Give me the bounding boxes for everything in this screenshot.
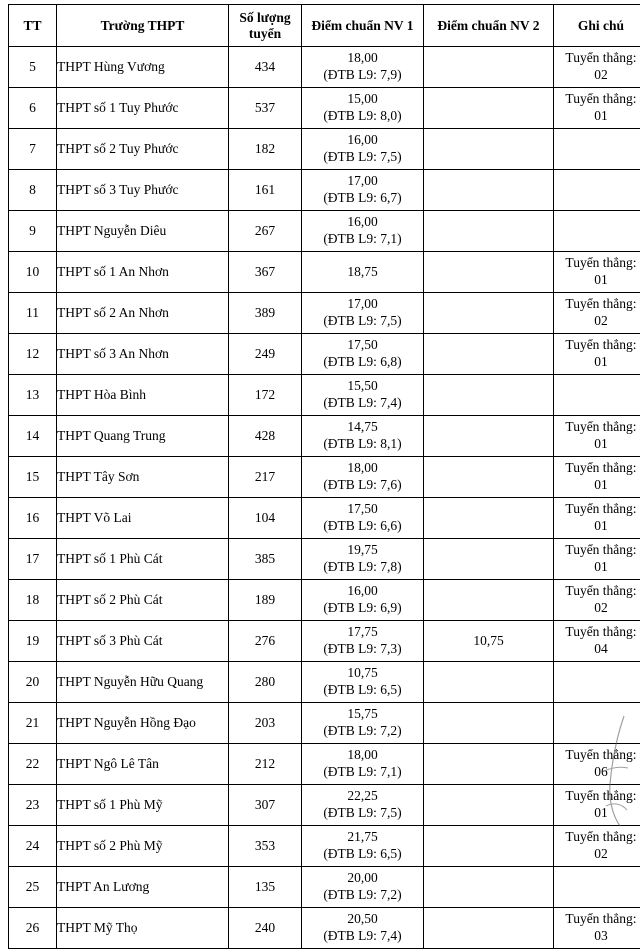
header-row [9,5,640,47]
cell-quota: 172 [229,375,302,416]
cell-order-number: 10 [9,252,57,293]
cell-note [554,826,640,867]
cell-nv2-score [424,744,554,785]
cell-note [554,211,640,252]
table-row [9,88,640,129]
cell-order-number: 5 [9,47,57,88]
cell-nv2-score [424,129,554,170]
cell-school-name: THPT Nguyễn Hồng Đạo [57,703,229,744]
nv1-score-value: 17,50 [302,501,423,518]
cell-quota: 280 [229,662,302,703]
cell-nv2-score [424,498,554,539]
note-count: 02 [554,313,640,330]
table-row [9,826,640,867]
note-label: Tuyển thẳng: [554,747,640,764]
cell-order-number: 19 [9,621,57,662]
cell-quota: 276 [229,621,302,662]
cell-quota: 385 [229,539,302,580]
cell-nv1-score [302,129,424,170]
nv1-average-grade: (ĐTB L9: 7,8) [302,559,423,576]
table-row [9,867,640,908]
nv1-score-value: 10,75 [302,665,423,682]
cell-quota: 367 [229,252,302,293]
cell-note [554,867,640,908]
cell-note [554,498,640,539]
cell-nv1-score [302,662,424,703]
cell-quota: 389 [229,293,302,334]
cell-note [554,375,640,416]
table-row [9,908,640,949]
cell-order-number: 25 [9,867,57,908]
cell-nv2-score [424,375,554,416]
cell-nv1-score [302,211,424,252]
cell-order-number: 20 [9,662,57,703]
cell-nv1-score [302,826,424,867]
cell-nv1-score [302,252,424,293]
nv1-average-grade: (ĐTB L9: 6,6) [302,518,423,535]
table-header [9,5,640,47]
cell-order-number: 14 [9,416,57,457]
cell-quota: 104 [229,498,302,539]
cell-note [554,785,640,826]
nv1-score-value: 17,75 [302,624,423,641]
nv1-score-value: 18,00 [302,460,423,477]
note-label: Tuyển thẳng: [554,419,640,436]
table-row [9,375,640,416]
cell-nv1-score [302,457,424,498]
cell-nv2-score [424,785,554,826]
cell-nv1-score [302,293,424,334]
cell-nv2-score [424,826,554,867]
cell-note [554,908,640,949]
cell-order-number: 7 [9,129,57,170]
cell-order-number: 15 [9,457,57,498]
cell-school-name: THPT Võ Lai [57,498,229,539]
cell-order-number: 24 [9,826,57,867]
cell-note [554,539,640,580]
header-tt: TT [9,5,57,47]
nv1-average-grade: (ĐTB L9: 6,8) [302,354,423,371]
cell-school-name: THPT số 1 An Nhơn [57,252,229,293]
nv1-score-value: 14,75 [302,419,423,436]
nv1-average-grade: (ĐTB L9: 7,2) [302,723,423,740]
note-count: 01 [554,354,640,371]
nv1-score-value: 18,75 [302,264,423,281]
nv1-average-grade: (ĐTB L9: 8,0) [302,108,423,125]
header-quota-line2: tuyển [231,26,299,42]
cell-quota: 161 [229,170,302,211]
note-label: Tuyển thẳng: [554,501,640,518]
cell-order-number: 22 [9,744,57,785]
nv1-score-value: 20,00 [302,870,423,887]
cell-order-number: 16 [9,498,57,539]
nv1-average-grade: (ĐTB L9: 7,9) [302,67,423,84]
table-row [9,293,640,334]
note-label: Tuyển thẳng: [554,460,640,477]
note-count: 02 [554,600,640,617]
cell-note [554,47,640,88]
nv1-score-value: 20,50 [302,911,423,928]
cell-school-name: THPT số 1 Phù Mỹ [57,785,229,826]
header-note: Ghi chú [554,5,640,47]
nv1-average-grade: (ĐTB L9: 6,5) [302,682,423,699]
note-count: 01 [554,272,640,289]
nv1-score-value: 18,00 [302,50,423,67]
cell-nv1-score [302,703,424,744]
cell-quota: 189 [229,580,302,621]
cell-order-number: 26 [9,908,57,949]
cell-nv2-score [424,170,554,211]
cell-nv1-score [302,334,424,375]
table-row [9,170,640,211]
nv1-score-value: 15,50 [302,378,423,395]
nv1-score-value: 19,75 [302,542,423,559]
header-nv1: Điểm chuẩn NV 1 [302,5,424,47]
cell-nv2-score [424,293,554,334]
table-row [9,47,640,88]
cell-quota: 203 [229,703,302,744]
cell-nv1-score [302,580,424,621]
note-count: 01 [554,805,640,822]
note-count: 03 [554,928,640,945]
nv1-average-grade: (ĐTB L9: 6,7) [302,190,423,207]
cell-quota: 428 [229,416,302,457]
cell-nv1-score [302,539,424,580]
cell-quota: 240 [229,908,302,949]
header-nv2: Điểm chuẩn NV 2 [424,5,554,47]
cell-nv1-score [302,908,424,949]
table-row [9,621,640,662]
cell-order-number: 8 [9,170,57,211]
cell-nv1-score [302,867,424,908]
nv1-average-grade: (ĐTB L9: 8,1) [302,436,423,453]
cell-note [554,621,640,662]
cell-nv2-score: 10,75 [424,621,554,662]
cell-nv1-score [302,88,424,129]
cell-note [554,293,640,334]
cell-note [554,170,640,211]
table-row [9,744,640,785]
cell-order-number: 21 [9,703,57,744]
cell-school-name: THPT số 1 Phù Cát [57,539,229,580]
cell-order-number: 11 [9,293,57,334]
cell-nv1-score [302,498,424,539]
cell-nv2-score [424,867,554,908]
note-count: 01 [554,559,640,576]
note-count: 01 [554,436,640,453]
note-label: Tuyển thẳng: [554,50,640,67]
note-label: Tuyển thẳng: [554,91,640,108]
note-count: 01 [554,108,640,125]
cell-order-number: 13 [9,375,57,416]
cell-school-name: THPT số 2 Phù Mỹ [57,826,229,867]
cell-note [554,129,640,170]
note-count: 01 [554,518,640,535]
cell-school-name: THPT số 2 An Nhơn [57,293,229,334]
table-row [9,252,640,293]
note-count: 06 [554,764,640,781]
cell-school-name: THPT Quang Trung [57,416,229,457]
note-label: Tuyển thẳng: [554,337,640,354]
table-row [9,539,640,580]
cell-note [554,334,640,375]
cell-nv2-score [424,47,554,88]
table-row [9,580,640,621]
cell-nv2-score [424,908,554,949]
nv1-average-grade: (ĐTB L9: 7,4) [302,928,423,945]
note-label: Tuyển thẳng: [554,296,640,313]
cell-quota: 434 [229,47,302,88]
cell-nv2-score [424,252,554,293]
cell-quota: 537 [229,88,302,129]
cell-order-number: 17 [9,539,57,580]
nv1-score-value: 15,00 [302,91,423,108]
note-count: 04 [554,641,640,658]
cell-quota: 217 [229,457,302,498]
cell-quota: 135 [229,867,302,908]
nv1-score-value: 17,00 [302,173,423,190]
nv1-average-grade: (ĐTB L9: 7,4) [302,395,423,412]
cell-quota: 212 [229,744,302,785]
cell-school-name: THPT Nguyễn Hữu Quang [57,662,229,703]
cell-school-name: THPT số 1 Tuy Phước [57,88,229,129]
cell-school-name: THPT Ngô Lê Tân [57,744,229,785]
cell-school-name: THPT Mỹ Thọ [57,908,229,949]
cell-nv2-score [424,703,554,744]
cell-school-name: THPT số 3 Tuy Phước [57,170,229,211]
nv1-score-value: 21,75 [302,829,423,846]
note-count: 02 [554,846,640,863]
nv1-score-value: 16,00 [302,132,423,149]
note-label: Tuyển thẳng: [554,911,640,928]
cell-school-name: THPT số 2 Tuy Phước [57,129,229,170]
nv1-score-value: 17,00 [302,296,423,313]
nv1-average-grade: (ĐTB L9: 7,5) [302,149,423,166]
header-school: Trường THPT [57,5,229,47]
note-label: Tuyển thẳng: [554,788,640,805]
cell-nv1-score [302,785,424,826]
cell-note [554,88,640,129]
cell-order-number: 12 [9,334,57,375]
table-row [9,703,640,744]
cell-nv1-score [302,375,424,416]
cell-quota: 307 [229,785,302,826]
nv1-average-grade: (ĐTB L9: 6,5) [302,846,423,863]
table-row [9,416,640,457]
table-body [9,47,640,949]
table-row [9,662,640,703]
cell-quota: 267 [229,211,302,252]
cell-nv2-score [424,539,554,580]
header-quota [229,5,302,47]
table-row [9,785,640,826]
nv1-average-grade: (ĐTB L9: 7,6) [302,477,423,494]
nv1-score-value: 22,25 [302,788,423,805]
cell-nv2-score [424,457,554,498]
cell-nv1-score [302,621,424,662]
table-row [9,457,640,498]
cell-nv2-score [424,580,554,621]
cell-note [554,457,640,498]
nv1-average-grade: (ĐTB L9: 7,5) [302,805,423,822]
nv1-score-value: 18,00 [302,747,423,764]
cell-nv2-score [424,88,554,129]
nv1-average-grade: (ĐTB L9: 7,1) [302,764,423,781]
cell-school-name: THPT An Lương [57,867,229,908]
cell-order-number: 9 [9,211,57,252]
cell-school-name: THPT Nguyễn Diêu [57,211,229,252]
cell-nv2-score [424,416,554,457]
cell-school-name: THPT Hùng Vương [57,47,229,88]
note-count: 02 [554,67,640,84]
cell-school-name: THPT số 3 Phù Cát [57,621,229,662]
table-row [9,211,640,252]
cell-order-number: 6 [9,88,57,129]
cell-quota: 353 [229,826,302,867]
cell-school-name: THPT Hòa Bình [57,375,229,416]
cell-nv1-score [302,170,424,211]
cell-nv1-score [302,416,424,457]
cell-nv1-score [302,744,424,785]
note-label: Tuyển thẳng: [554,829,640,846]
header-quota-line1: Số lượng [231,10,299,26]
nv1-average-grade: (ĐTB L9: 7,1) [302,231,423,248]
cell-school-name: THPT Tây Sơn [57,457,229,498]
cell-school-name: THPT số 3 An Nhơn [57,334,229,375]
cell-note [554,580,640,621]
cell-nv2-score [424,662,554,703]
nv1-average-grade: (ĐTB L9: 6,9) [302,600,423,617]
cell-nv1-score [302,47,424,88]
table-row [9,334,640,375]
cell-quota: 249 [229,334,302,375]
nv1-average-grade: (ĐTB L9: 7,5) [302,313,423,330]
cell-order-number: 23 [9,785,57,826]
nv1-score-value: 16,00 [302,583,423,600]
cell-note [554,662,640,703]
cell-school-name: THPT số 2 Phù Cát [57,580,229,621]
table-row [9,498,640,539]
cell-note [554,416,640,457]
cell-nv2-score [424,211,554,252]
cell-note [554,252,640,293]
table-row [9,129,640,170]
note-label: Tuyển thẳng: [554,542,640,559]
nv1-score-value: 15,75 [302,706,423,723]
note-count: 01 [554,477,640,494]
note-label: Tuyển thẳng: [554,624,640,641]
admission-score-table [8,4,640,949]
cell-order-number: 18 [9,580,57,621]
nv1-average-grade: (ĐTB L9: 7,2) [302,887,423,904]
note-label: Tuyển thẳng: [554,255,640,272]
cell-note [554,744,640,785]
nv1-score-value: 16,00 [302,214,423,231]
cell-quota: 182 [229,129,302,170]
cell-note [554,703,640,744]
nv1-average-grade: (ĐTB L9: 7,3) [302,641,423,658]
nv1-score-value: 17,50 [302,337,423,354]
cell-nv2-score [424,334,554,375]
note-label: Tuyển thẳng: [554,583,640,600]
